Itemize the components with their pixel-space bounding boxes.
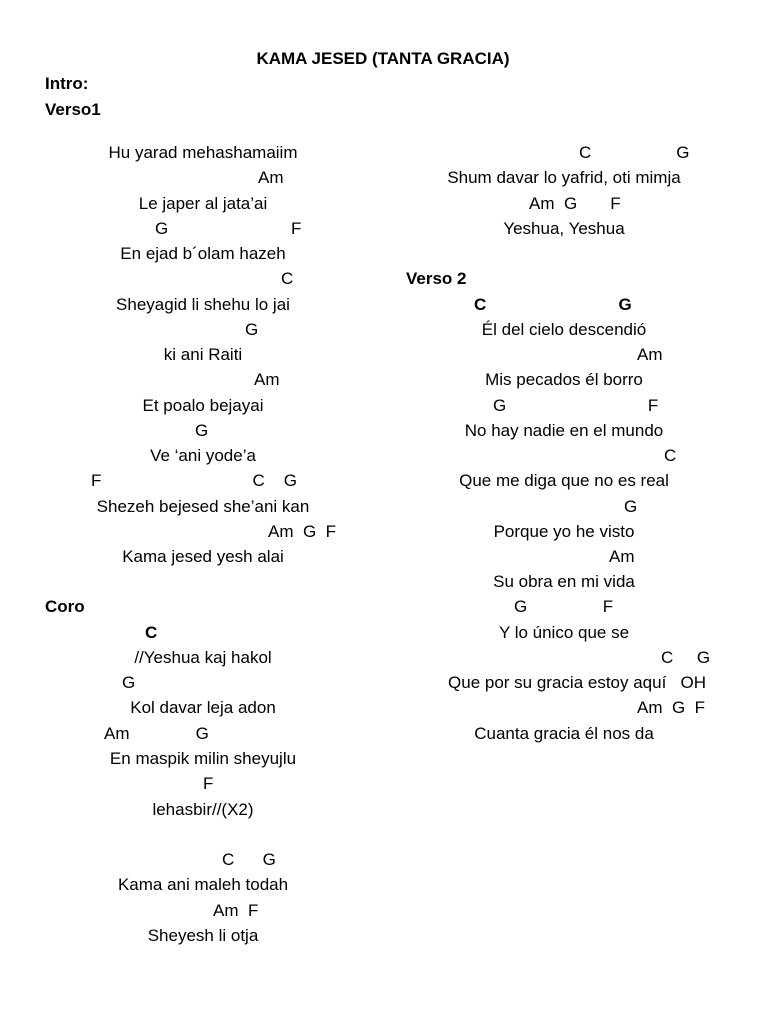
lyric-line: lehasbir//(X2): [152, 800, 254, 819]
chord-line: Am F: [213, 901, 259, 920]
chord-line: G F: [493, 396, 659, 415]
lyric-line: No hay nadie en el mundo: [464, 421, 664, 440]
chord-line: G: [122, 673, 136, 692]
chord-line: C: [281, 269, 294, 288]
chord-line: Am G F: [529, 194, 621, 213]
chord-line: C G: [579, 143, 690, 162]
lyric-line: Sheyagid li shehu lo jai: [116, 295, 290, 314]
chord-line: Am: [609, 547, 635, 566]
chord-line: Am G: [104, 724, 209, 743]
lyric-line: Que por su gracia estoy aquí OH: [448, 673, 706, 692]
section-coro: Coro: [45, 597, 85, 616]
chord-line: G: [195, 421, 209, 440]
chord-line: Am G F: [268, 522, 336, 541]
chord-line: F C G: [91, 471, 297, 490]
chord-line: Am: [258, 168, 284, 187]
chord-line: C: [664, 446, 677, 465]
lyric-line: En maspik milin sheyujlu: [109, 749, 297, 768]
chord-line: G F: [514, 597, 614, 616]
chord-line: Am: [254, 370, 280, 389]
lyric-line: Mis pecados él borro: [485, 370, 643, 389]
chord-line: Am: [637, 345, 663, 364]
song-title: KAMA JESED (TANTA GRACIA): [256, 49, 510, 68]
lyric-line: Y lo único que se: [498, 623, 630, 642]
chord-line: C: [145, 623, 158, 642]
chord-line: G F: [155, 219, 302, 238]
lyric-line: Shum davar lo yafrid, oti mimja: [447, 168, 681, 187]
lyric-line: En ejad b´olam hazeh: [120, 244, 286, 263]
lyric-line: Ve ‘ani yode’a: [150, 446, 256, 465]
chord-line: C G: [222, 850, 276, 869]
lyric-line: Sheyesh li otja: [147, 926, 259, 945]
lyric-line: Kol davar leja adon: [130, 698, 276, 717]
lyric-line: Que me diga que no es real: [459, 471, 669, 490]
chord-line: G: [624, 497, 638, 516]
chord-line: Am G F: [637, 698, 705, 717]
lyric-line: Su obra en mi vida: [493, 572, 635, 591]
lyric-line: //Yeshua kaj hakol: [134, 648, 272, 667]
lyric-line: Kama ani maleh todah: [117, 875, 289, 894]
section-intro: Intro:: [45, 74, 89, 93]
chord-line: C G: [474, 295, 632, 314]
lyric-line: Shezeh bejesed she’ani kan: [96, 497, 310, 516]
lyric-line: Le japer al jata’ai: [138, 194, 268, 213]
lyric-line: Cuanta gracia él nos da: [474, 724, 654, 743]
chord-line: F: [203, 774, 214, 793]
lyric-line: Yeshua, Yeshua: [503, 219, 625, 238]
section-verso1: Verso1: [45, 100, 101, 119]
lyric-line: ki ani Raiti: [163, 345, 243, 364]
section-verso2: Verso 2: [406, 269, 467, 288]
chord-line: C G: [661, 648, 711, 667]
lyric-line: Kama jesed yesh alai: [122, 547, 284, 566]
lyric-line: Et poalo bejayai: [142, 396, 264, 415]
lyric-line: Él del cielo descendió: [481, 320, 647, 339]
lyric-line: Hu yarad mehashamaiim: [108, 143, 298, 162]
lyric-line: Porque yo he visto: [493, 522, 635, 541]
chord-line: G: [245, 320, 259, 339]
